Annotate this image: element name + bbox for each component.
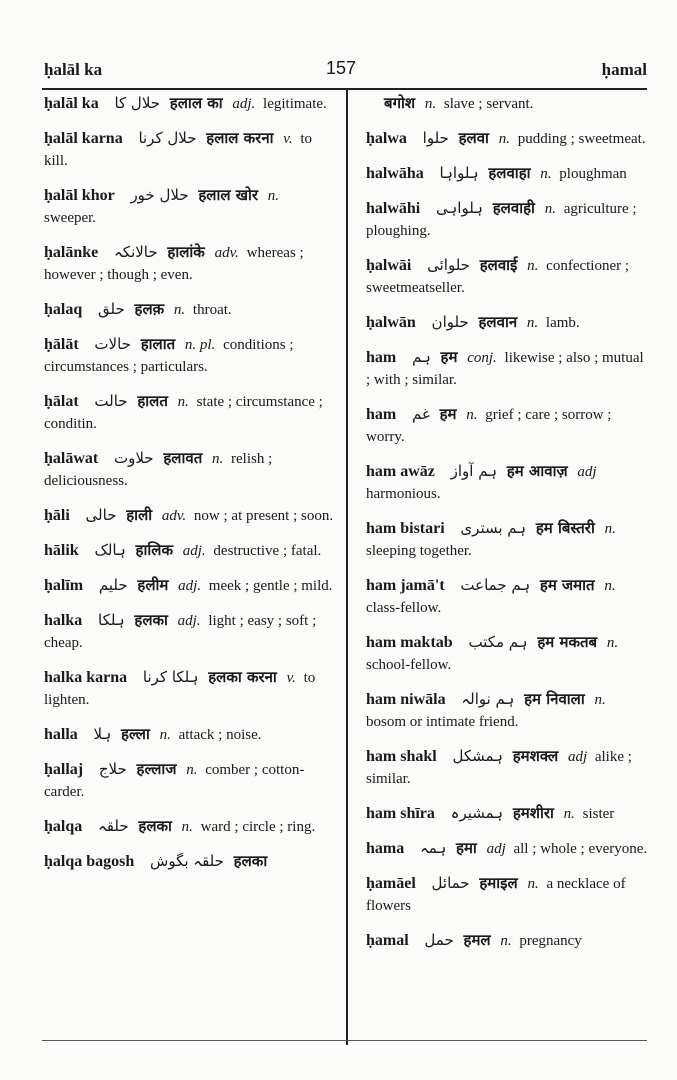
dictionary-entry <box>366 745 650 790</box>
dictionary-entry <box>366 346 650 391</box>
definition: sister <box>582 806 615 822</box>
dictionary-entry <box>44 504 334 527</box>
dictionary-entry <box>44 390 334 435</box>
dictionary-entry <box>44 758 334 803</box>
definition: sleeping together. <box>366 543 472 559</box>
headword: ḥālat <box>44 393 79 410</box>
urdu-spelling: ہم جماعت <box>460 576 531 594</box>
part-of-speech: adj. <box>232 96 256 112</box>
dictionary-entry <box>366 162 650 185</box>
headword: hama <box>366 840 405 857</box>
headword: ḥalāl karna <box>44 130 123 147</box>
part-of-speech: n. <box>526 315 539 331</box>
urdu-spelling: حمل <box>424 931 454 949</box>
urdu-spelling: ہم آواز <box>450 462 498 480</box>
headword: ham shīra <box>366 805 435 822</box>
part-of-speech: adj <box>486 841 506 857</box>
part-of-speech: n. <box>606 635 619 651</box>
hindi-spelling: हलाल खोर <box>198 186 259 204</box>
definition: comber ; cotton-carder. <box>44 762 305 800</box>
headword: halwāhi <box>366 200 421 217</box>
headword: halla <box>44 726 78 743</box>
dictionary-entry <box>366 254 650 299</box>
headword: ḥalqa bagosh <box>44 853 135 870</box>
column-divider <box>346 90 348 1045</box>
definition: to lighten. <box>44 670 316 708</box>
hindi-spelling: हलावत <box>163 449 203 467</box>
right-column <box>366 92 650 964</box>
definition: meek ; gentle ; mild. <box>208 578 333 594</box>
dictionary-entry <box>366 403 650 448</box>
dictionary-entry <box>44 723 334 746</box>
dictionary-entry <box>44 241 334 286</box>
urdu-spelling: حلال کا <box>114 94 161 112</box>
part-of-speech: n. <box>212 451 224 467</box>
dictionary-entry <box>44 815 334 838</box>
hindi-spelling: हलवाहा <box>488 164 531 182</box>
urdu-spelling: حمائل <box>431 874 470 892</box>
part-of-speech: n. <box>604 578 616 594</box>
definition: destructive ; fatal. <box>213 543 322 559</box>
dictionary-entry <box>366 872 650 917</box>
urdu-spelling: حالات <box>94 335 131 353</box>
hindi-spelling: हम आवाज़ <box>506 462 568 480</box>
headword: ḥamāel <box>366 875 416 892</box>
part-of-speech: n. <box>500 933 512 949</box>
definition: school-fellow. <box>366 657 452 673</box>
headword: ḥalwān <box>366 314 416 331</box>
dictionary-entry <box>44 184 334 229</box>
part-of-speech: n. <box>527 876 539 892</box>
headword: ham maktab <box>366 634 453 651</box>
urdu-spelling: ہم نوالہ <box>461 690 515 708</box>
hindi-spelling: हल्लाज <box>136 760 177 778</box>
hindi-spelling: हालांके <box>167 243 205 261</box>
hindi-spelling: हमशक्ल <box>512 747 559 765</box>
urdu-spelling: حالی <box>85 506 117 524</box>
dictionary-entry <box>44 609 334 654</box>
dictionary-entry <box>366 197 650 242</box>
hindi-spelling: हमाइल <box>479 874 518 892</box>
urdu-spelling: ہلا <box>93 725 112 743</box>
part-of-speech: n. <box>563 806 575 822</box>
urdu-spelling: حلوان <box>431 313 469 331</box>
dictionary-entry <box>366 802 650 825</box>
urdu-spelling: حلوائی <box>427 256 470 274</box>
urdu-spelling: حلوا <box>422 129 449 147</box>
part-of-speech: n. <box>594 692 606 708</box>
definition: harmonious. <box>366 486 441 502</box>
dictionary-entry <box>44 447 334 492</box>
hindi-spelling: बगोश <box>384 94 416 112</box>
hindi-spelling: हम <box>440 348 458 366</box>
page-header <box>0 58 677 88</box>
headword: halka karna <box>44 669 128 686</box>
headword: ham <box>366 349 397 366</box>
definition: bosom or intimate friend. <box>366 714 519 730</box>
urdu-spelling: ہلواہا <box>439 164 479 182</box>
part-of-speech: conj. <box>467 350 497 366</box>
dictionary-entry <box>366 837 650 860</box>
urdu-spelling: ہلکا <box>98 611 125 629</box>
definition: pregnancy <box>519 933 582 949</box>
headword: ḥalāl khor <box>44 187 115 204</box>
urdu-spelling: ہالک <box>94 541 126 559</box>
dictionary-entry <box>366 127 650 150</box>
hindi-spelling: हलका करना <box>208 668 277 686</box>
urdu-spelling: حالت <box>94 392 128 410</box>
urdu-spelling: حلقہ بگوش <box>150 852 224 870</box>
headword: ham awāz <box>366 463 435 480</box>
part-of-speech: n. <box>424 96 437 112</box>
definition: confectioner ; sweetmeatseller. <box>366 258 630 296</box>
urdu-spelling: حلقہ <box>98 817 129 835</box>
hindi-spelling: हल्ला <box>121 725 150 743</box>
dictionary-entry <box>44 333 334 378</box>
hindi-spelling: हालिक <box>135 541 173 559</box>
hindi-spelling: हलक़ <box>134 300 165 318</box>
headword: ḥālāt <box>44 336 79 353</box>
dictionary-entry <box>44 92 334 115</box>
dictionary-entry <box>44 850 334 873</box>
urdu-spelling: ہمہ <box>419 839 447 857</box>
definition: class-fellow. <box>366 600 442 616</box>
hindi-spelling: हलीम <box>137 576 169 594</box>
part-of-speech: adv. <box>214 245 239 261</box>
part-of-speech: adj. <box>182 543 206 559</box>
definition: sweeper. <box>44 210 97 226</box>
dictionary-entry <box>44 298 334 321</box>
dictionary-entry <box>366 631 650 676</box>
definition: a necklace of flowers <box>366 876 626 914</box>
headword: ḥalwa <box>366 130 407 147</box>
headword: ham jamā't <box>366 577 445 594</box>
definition: to kill. <box>44 131 312 169</box>
headword: ḥalāl ka <box>44 95 99 112</box>
dictionary-entry <box>366 92 650 115</box>
urdu-spelling: ہم <box>411 348 431 366</box>
urdu-spelling: ہلواہی <box>436 199 483 217</box>
urdu-spelling: ہم بستری <box>460 519 527 537</box>
headword: ḥalwāi <box>366 257 412 274</box>
hindi-spelling: हलका <box>134 611 168 629</box>
definition: grief ; care ; sorrow ; worry. <box>366 407 612 445</box>
urdu-spelling: غم <box>411 405 430 423</box>
part-of-speech: n. <box>181 819 193 835</box>
definition: ward ; circle ; ring. <box>200 819 316 835</box>
left-column <box>44 92 334 885</box>
definition: relish ; deliciousness. <box>44 451 273 489</box>
part-of-speech: adj. <box>177 613 201 629</box>
definition: attack ; noise. <box>178 727 262 743</box>
urdu-spelling: حلق <box>98 300 125 318</box>
part-of-speech: n. <box>177 394 189 410</box>
definition: whereas ; however ; though ; even. <box>44 245 304 283</box>
hindi-spelling: हलवाही <box>492 199 535 217</box>
definition: agriculture ; ploughing. <box>366 201 637 239</box>
dictionary-entry <box>366 574 650 619</box>
guide-word-left: ḥalāl ka <box>44 60 103 79</box>
headword: ḥāli <box>44 507 70 524</box>
hindi-spelling: हलवान <box>478 313 518 331</box>
headword: ḥalqa <box>44 818 83 835</box>
urdu-spelling: ہم مکتب <box>468 633 528 651</box>
headword: ḥalāwat <box>44 450 99 467</box>
urdu-spelling: حالانکہ <box>114 243 158 261</box>
definition: lamb. <box>545 315 580 331</box>
headword: ham <box>366 406 397 423</box>
definition: light ; easy ; soft ; cheap. <box>44 613 317 651</box>
definition: all ; whole ; everyone. <box>513 841 648 857</box>
part-of-speech: n. <box>186 762 198 778</box>
urdu-spelling: ہلکا کرنا <box>142 668 199 686</box>
definition: throat. <box>192 302 232 318</box>
headword: hālik <box>44 542 79 559</box>
header-rule <box>42 88 647 90</box>
hindi-spelling: हम <box>439 405 457 423</box>
hindi-spelling: हलाल का <box>169 94 223 112</box>
headword: ḥalīm <box>44 577 84 594</box>
dictionary-entry <box>366 688 650 733</box>
definition: pudding ; sweetmeat. <box>517 131 646 147</box>
dictionary-entry <box>366 460 650 505</box>
part-of-speech: n. <box>159 727 171 743</box>
urdu-spelling: حلیم <box>98 576 128 594</box>
part-of-speech: adj <box>577 464 597 480</box>
guide-word-right: ḥamal <box>601 60 647 79</box>
dictionary-entry <box>366 929 650 952</box>
urdu-spelling: حلاج <box>98 760 127 778</box>
hindi-spelling: हालत <box>137 392 168 410</box>
part-of-speech: n. <box>544 201 556 217</box>
part-of-speech: v. <box>283 131 293 147</box>
urdu-spelling: ہمشیرہ <box>450 804 504 822</box>
headword: ḥalaq <box>44 301 83 318</box>
urdu-spelling: حلاوت <box>113 449 154 467</box>
headword: ham bistari <box>366 520 445 537</box>
part-of-speech: n. <box>173 302 186 318</box>
headword: halka <box>44 612 83 629</box>
part-of-speech: adv. <box>161 508 187 524</box>
part-of-speech: adj <box>567 749 588 765</box>
hindi-spelling: हाली <box>126 506 153 524</box>
definition: ploughman <box>559 166 627 182</box>
urdu-spelling: ہمشکل <box>452 747 503 765</box>
hindi-spelling: हम बिस्तरी <box>535 519 595 537</box>
part-of-speech: n. <box>498 131 510 147</box>
urdu-spelling: حلال کرنا <box>138 129 197 147</box>
footer-rule <box>42 1040 647 1041</box>
part-of-speech: n. <box>527 258 539 274</box>
dictionary-entry <box>366 517 650 562</box>
headword: ḥalānke <box>44 244 99 261</box>
hindi-spelling: हलका <box>233 852 268 870</box>
hindi-spelling: हलका <box>138 817 172 835</box>
headword: ḥamal <box>366 932 409 949</box>
urdu-spelling: حلال خور <box>130 186 189 204</box>
hindi-spelling: हलाल करना <box>206 129 274 147</box>
definition: now ; at present ; soon. <box>193 508 334 524</box>
part-of-speech: n. pl. <box>184 337 216 353</box>
definition: state ; circumstance ; conditin. <box>44 394 323 432</box>
part-of-speech: adj. <box>178 578 202 594</box>
headword: ham niwāla <box>366 691 446 708</box>
part-of-speech: n. <box>466 407 478 423</box>
definition: conditions ; circumstances ; particulars. <box>44 337 294 375</box>
part-of-speech: n. <box>604 521 616 537</box>
hindi-spelling: हमल <box>463 931 491 949</box>
hindi-spelling: हलवाई <box>479 256 518 274</box>
definition: legitimate. <box>263 96 327 112</box>
dictionary-entry <box>44 574 334 597</box>
hindi-spelling: हम जमात <box>539 576 595 594</box>
part-of-speech: n. <box>540 166 552 182</box>
hindi-spelling: हम निवाला <box>524 690 585 708</box>
dictionary-entry <box>44 127 334 172</box>
headword: ḥallaj <box>44 761 84 778</box>
page-number: 157 <box>326 58 357 78</box>
definition: slave ; servant. <box>443 96 534 112</box>
hindi-spelling: हमशीरा <box>512 804 554 822</box>
definition: alike ; similar. <box>366 749 632 787</box>
dictionary-entry <box>44 666 334 711</box>
part-of-speech: n. <box>267 188 280 204</box>
definition: likewise ; also ; mutual ; with ; similar. <box>366 350 644 388</box>
headword: ham shakl <box>366 748 437 765</box>
hindi-spelling: हालात <box>140 335 176 353</box>
hindi-spelling: हम मकतब <box>537 633 598 651</box>
headword: halwāha <box>366 165 424 182</box>
dictionary-entry <box>366 311 650 334</box>
dictionary-entry <box>44 539 334 562</box>
part-of-speech: v. <box>286 670 296 686</box>
hindi-spelling: हमा <box>455 839 477 857</box>
hindi-spelling: हलवा <box>458 129 489 147</box>
